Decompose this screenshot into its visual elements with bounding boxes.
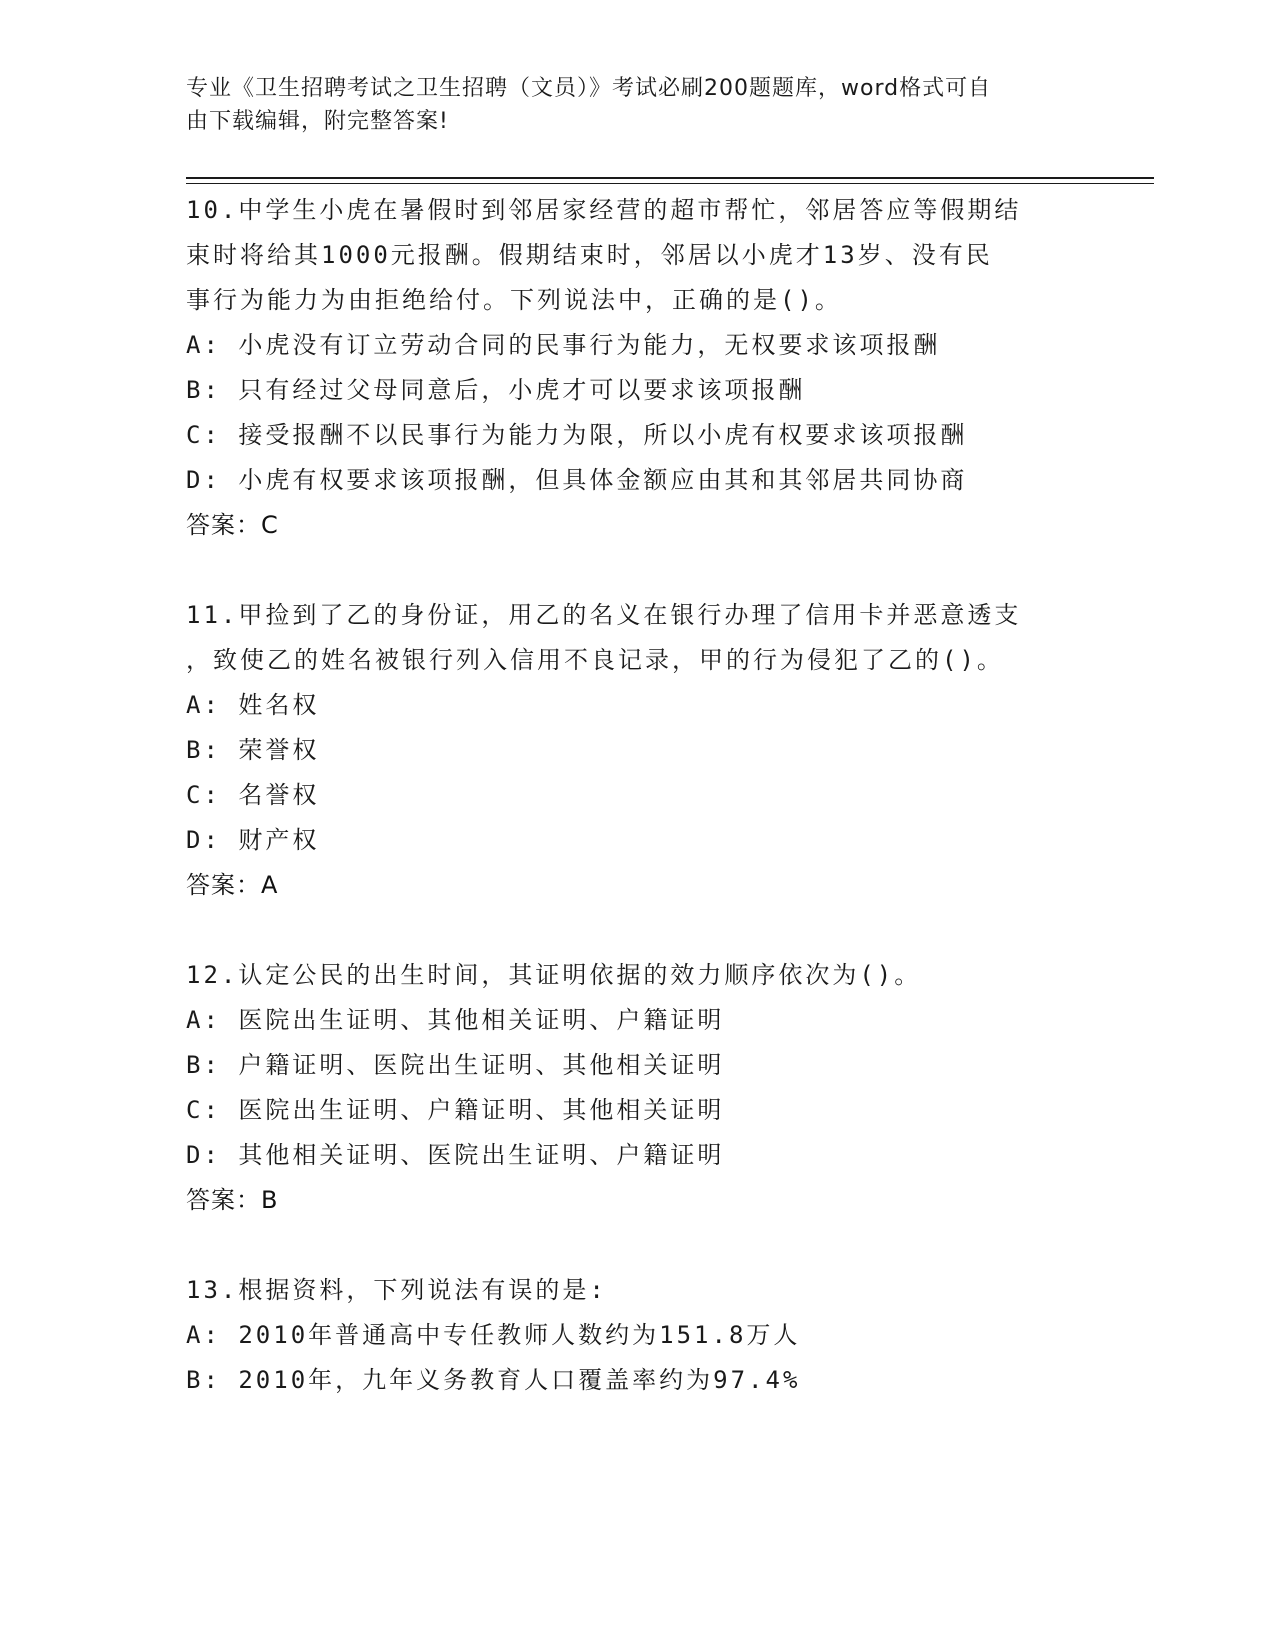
option-d: D: 财产权	[186, 826, 320, 854]
answer-line: 答案：A	[186, 871, 279, 899]
option-a: A: 姓名权	[186, 691, 320, 719]
option-b: B: 户籍证明、医院出生证明、其他相关证明	[186, 1051, 725, 1079]
question-stem-line: 事行为能力为由拒绝给付。下列说法中，正确的是()。	[186, 286, 842, 314]
question-stem-line: ，致使乙的姓名被银行列入信用不良记录，甲的行为侵犯了乙的()。	[186, 646, 1004, 674]
question-13	[186, 1268, 1086, 1403]
option-b: B: 2010年，九年义务教育人口覆盖率约为97.4%	[186, 1366, 801, 1394]
option-a: A: 小虎没有订立劳动合同的民事行为能力，无权要求该项报酬	[186, 331, 941, 359]
question-stem-line: 10.中学生小虎在暑假时到邻居家经营的超市帮忙，邻居答应等假期结	[186, 196, 1022, 224]
header-divider-thick	[186, 177, 1154, 179]
option-c: C: 名誉权	[186, 781, 320, 809]
question-stem-line: 12.认定公民的出生时间，其证明依据的效力顺序依次为()。	[186, 961, 922, 989]
option-c: C: 医院出生证明、户籍证明、其他相关证明	[186, 1096, 725, 1124]
option-c: C: 接受报酬不以民事行为能力为限，所以小虎有权要求该项报酬	[186, 421, 968, 449]
question-stem-line: 13.根据资料，下列说法有误的是:	[186, 1276, 607, 1304]
option-a: A: 2010年普通高中专任教师人数约为151.8万人	[186, 1321, 801, 1349]
header-line-2: 由下载编辑，附完整答案!	[186, 109, 449, 134]
question-11	[186, 593, 1086, 908]
option-d: D: 小虎有权要求该项报酬，但具体金额应由其和其邻居共同协商	[186, 466, 968, 494]
question-12	[186, 953, 1086, 1223]
question-10	[186, 188, 1086, 548]
question-stem-line: 束时将给其1000元报酬。假期结束时，邻居以小虎才13岁、没有民	[186, 241, 993, 269]
question-list	[186, 188, 1086, 1448]
header-line-1: 专业《卫生招聘考试之卫生招聘（文员）》考试必刷200题题库，word格式可自	[186, 76, 992, 101]
option-b: B: 只有经过父母同意后，小虎才可以要求该项报酬	[186, 376, 806, 404]
question-stem-line: 11.甲捡到了乙的身份证，用乙的名义在银行办理了信用卡并恶意透支	[186, 601, 1022, 629]
option-a: A: 医院出生证明、其他相关证明、户籍证明	[186, 1006, 725, 1034]
document-header	[186, 72, 1066, 138]
option-d: D: 其他相关证明、医院出生证明、户籍证明	[186, 1141, 725, 1169]
answer-line: 答案：B	[186, 1186, 279, 1214]
header-divider-thin	[186, 183, 1154, 184]
option-b: B: 荣誉权	[186, 736, 320, 764]
answer-line: 答案：C	[186, 511, 279, 539]
